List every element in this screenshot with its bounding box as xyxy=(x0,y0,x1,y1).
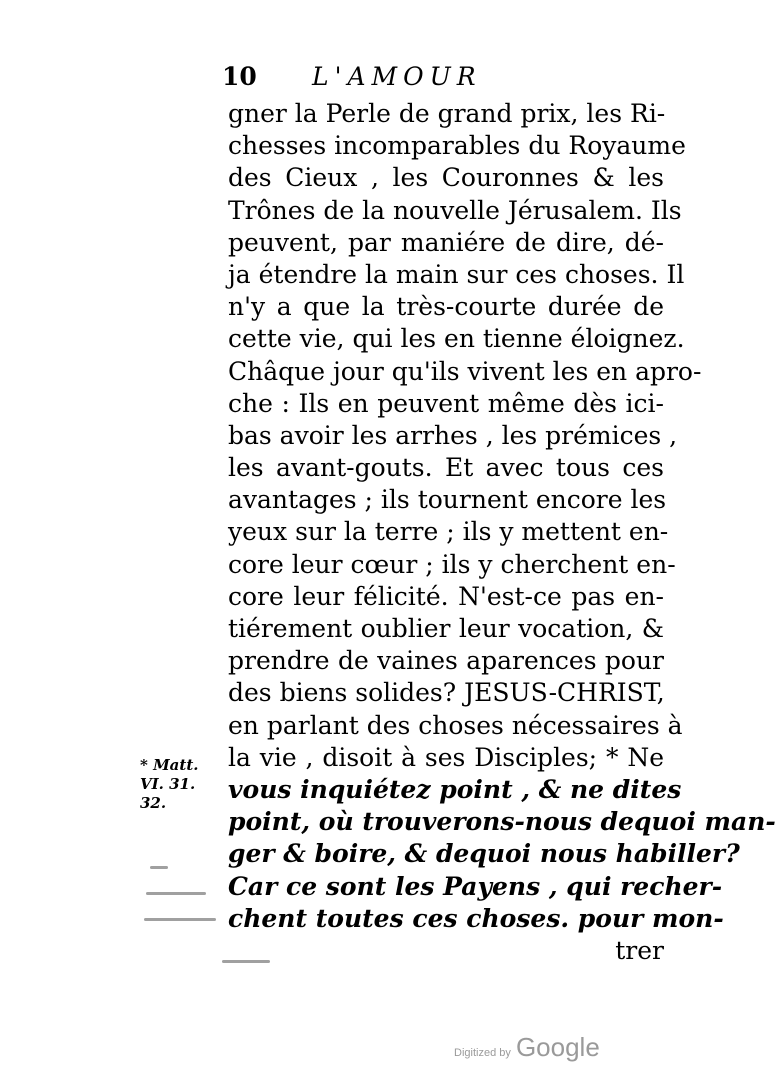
text-line: avantages ; ils tournent encore les xyxy=(228,485,667,515)
digitized-watermark xyxy=(454,1032,600,1063)
ink-smudge xyxy=(144,918,216,921)
body-text xyxy=(228,98,776,967)
ink-smudge xyxy=(222,960,270,963)
text-line: core leur cœur ; ils y cherchent en- xyxy=(228,549,676,579)
ink-smudge xyxy=(146,892,206,895)
text-line: des Cieux , les Couronnes & les xyxy=(228,163,664,193)
text-line: chesses incomparables du Royaume xyxy=(228,131,686,161)
text-line: prendre de vaines aparences pour xyxy=(228,646,664,676)
text-line: n'y a que la très-courte durée de xyxy=(228,292,664,322)
text-line: les avant-gouts. Et avec tous ces xyxy=(228,453,664,483)
text-line-italic: point, où trouverons-nous dequoi man- xyxy=(228,807,776,837)
text-line: gner la Perle de grand prix, les Ri- xyxy=(228,99,666,128)
watermark-prefix: Digitized by xyxy=(454,1047,511,1059)
ink-smudge xyxy=(150,866,168,869)
page-header xyxy=(222,62,542,92)
google-logo: Google xyxy=(515,1032,600,1062)
text-line: la vie , disoit à ses Disciples; * Ne xyxy=(228,742,664,772)
catchword: trer xyxy=(615,935,664,965)
text-line: bas avoir les arrhes , les prémices , xyxy=(228,420,678,450)
text-line: ja étendre la main sur ces choses. Il xyxy=(228,259,685,289)
text-line: yeux sur la terre ; ils y mettent en- xyxy=(228,517,669,547)
text-line: core leur félicité. N'est-ce pas en- xyxy=(228,581,664,611)
text-line-italic: Car ce sont les Payens , qui recher- xyxy=(228,871,723,901)
margin-note-line: * Matt. xyxy=(140,756,199,774)
text-line: tiérement oublier leur vocation, & xyxy=(228,614,664,643)
text-line-italic: vous inquiétez point , & ne dites xyxy=(228,774,682,804)
text-line: Trônes de la nouvelle Jérusalem. Ils xyxy=(228,195,682,225)
page-number: 10 xyxy=(222,62,257,91)
margin-note xyxy=(140,756,216,813)
text-line: che : Ils en peuvent même dès ici- xyxy=(228,388,664,418)
margin-note-line: VI. 31. xyxy=(140,775,196,793)
margin-note-line: 32. xyxy=(140,794,167,812)
text-line: des biens solides? JESUS-CHRIST, xyxy=(228,678,665,708)
text-line-italic: chent toutes ces choses. pour mon- xyxy=(228,903,724,933)
text-line: Châque jour qu'ils vivent les en apro- xyxy=(228,356,702,386)
text-line: peuvent, par maniére de dire, dé- xyxy=(228,227,664,257)
text-line: cette vie, qui les en tienne éloignez. xyxy=(228,324,685,354)
text-line-italic: ger & boire, & dequoi nous habiller? xyxy=(228,839,740,869)
text-line: en parlant des choses nécessaires à xyxy=(228,710,683,740)
running-title: L'AMOUR xyxy=(312,62,482,91)
